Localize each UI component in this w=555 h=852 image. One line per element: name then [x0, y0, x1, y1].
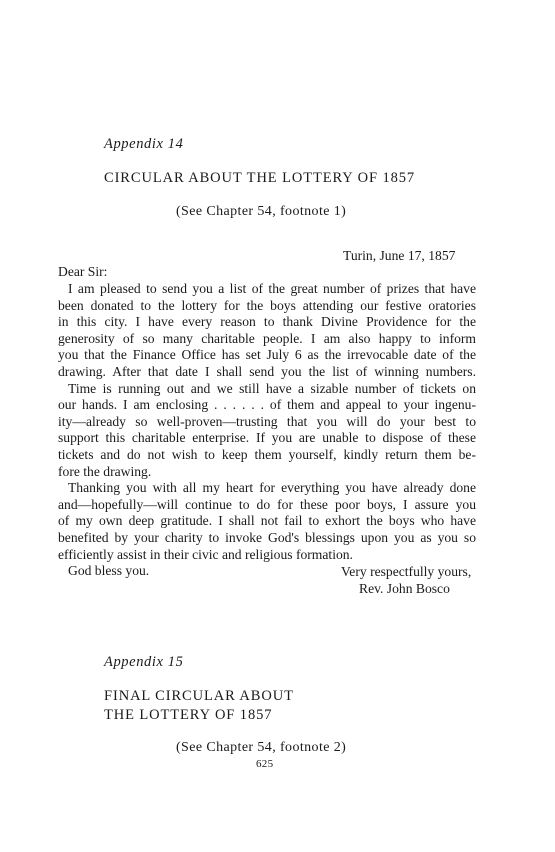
text-line: efficiently assist in their civic and religious formation.	[58, 546, 353, 562]
letter-signature: Rev. John Bosco	[359, 581, 450, 596]
text-line: drawing. After that date I shall send you the list of winning numbers.	[58, 363, 476, 379]
letter-paragraph-1	[58, 281, 476, 381]
text-line: support this charitable enterprise. If you are unable to dispose of these	[58, 430, 476, 446]
text-line: tickets and do not wish to keep them yourself, kindly return them be-	[58, 446, 476, 462]
appendix-15-title-line-1: FINAL CIRCULAR ABOUT	[104, 688, 294, 704]
text-line: been donated to the lottery for the boys attending our festive oratories	[58, 297, 476, 313]
text-line: benefited by your charity to invoke God's blessings upon you as you so	[58, 529, 476, 545]
appendix-14-label: Appendix 14	[104, 136, 184, 152]
text-line: and—hopefully—will continue to do for these poor boys, I assure you	[58, 496, 476, 512]
text-line: you that the Finance Office has set July 6 as the irrevocable date of the	[58, 347, 476, 363]
letter-closing: Very respectfully yours,	[341, 564, 472, 579]
blessing-text: God bless you.	[68, 563, 150, 579]
text-line: fore the drawing.	[58, 463, 152, 479]
text-line: Time is running out and we still have a sizable number of tickets on	[68, 380, 476, 396]
text-line: ity—already so well-proven—trusting that you will do your best to	[58, 413, 476, 429]
text-line: in this city. I have every reason to thank Divine Providence for the	[58, 314, 476, 330]
text-line: our hands. I am enclosing . . . . . . of them and appeal to your ingenu-	[58, 397, 476, 413]
page-number: 625	[256, 758, 274, 770]
letter-paragraph-2	[58, 381, 476, 481]
letter-dateline: Turin, June 17, 1857	[343, 248, 456, 263]
appendix-15-see-note: (See Chapter 54, footnote 2)	[176, 740, 347, 755]
letter-salutation: Dear Sir:	[58, 264, 108, 279]
appendix-15-title-line-2: THE LOTTERY OF 1857	[104, 707, 273, 723]
text-line: Thanking you with all my heart for everything you have already done	[68, 480, 476, 496]
letter-paragraph-3	[58, 480, 476, 563]
text-line: of my own deep gratitude. I shall not fail to exhort the boys who have	[58, 513, 476, 529]
appendix-14-title: CIRCULAR ABOUT THE LOTTERY OF 1857	[104, 170, 416, 186]
appendix-14-see-note: (See Chapter 54, footnote 1)	[176, 204, 347, 219]
letter-body	[58, 281, 476, 580]
text-line: I am pleased to send you a list of the great number of prizes that have	[68, 281, 476, 296]
text-line: generosity of so many charitable people. I am also happy to inform	[58, 330, 476, 346]
appendix-15-label: Appendix 15	[104, 654, 184, 670]
